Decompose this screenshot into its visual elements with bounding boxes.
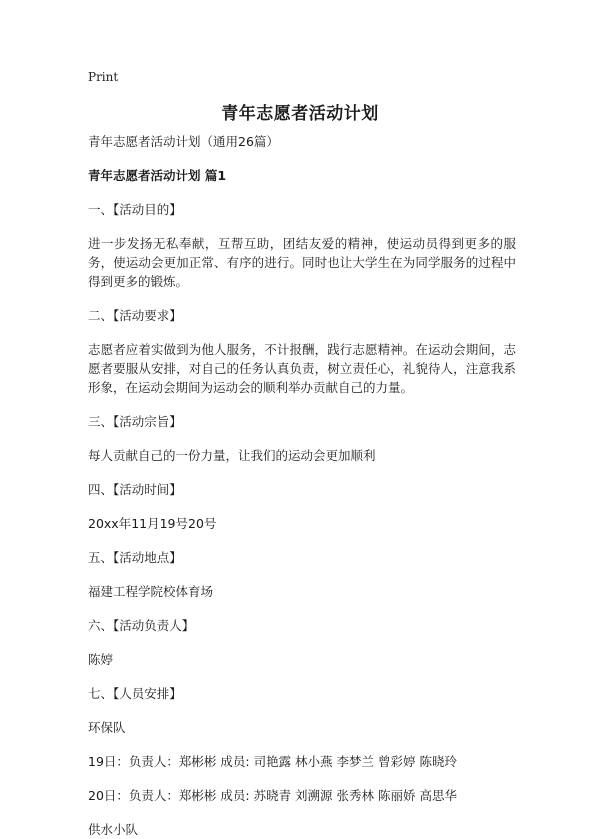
schedule-line-20: 20日：负责人：郑彬彬 成员: 苏晓青 刘溯源 张秀林 陈丽娇 高思华 — [88, 788, 457, 803]
item-body-leader: 陈婷 — [88, 652, 114, 667]
section-heading: 青年志愿者活动计划 篇1 — [88, 168, 227, 183]
item-heading-purpose: 一、【活动目的】 — [88, 202, 182, 217]
document-title: 青年志愿者活动计划 — [221, 104, 379, 124]
schedule-line-19: 19日：负责人：郑彬彬 成员: 司艳露 林小燕 李梦兰 曾彩婷 陈晓玲 — [88, 754, 457, 769]
item-heading-leader: 六、【活动负责人】 — [88, 618, 195, 633]
item-heading-staffing: 七、【人员安排】 — [88, 686, 182, 701]
print-label: Print — [88, 70, 119, 84]
item-heading-time: 四、【活动时间】 — [88, 482, 182, 497]
item-body-aim: 每人贡献自己的一份力量，让我们的运动会更加顺利 — [88, 448, 376, 463]
item-body-location: 福建工程学院校体育场 — [88, 584, 214, 599]
document-body — [88, 132, 516, 839]
document-subtitle: 青年志愿者活动计划（通用26篇） — [88, 134, 279, 149]
item-body-purpose: 进一步发扬无私奉献，互帮互助，团结友爱的精神，使运动员得到更多的服务，使运动会更加正常、有序的进行。同时也让大学生在为同学服务的过程中得到更多的锻炼。 — [88, 236, 516, 289]
item-heading-requirements: 二、【活动要求】 — [88, 308, 182, 323]
item-heading-location: 五、【活动地点】 — [88, 550, 182, 565]
item-heading-aim: 三、【活动宗旨】 — [88, 414, 182, 429]
item-body-requirements: 志愿者应着实做到为他人服务，不计报酬，践行志愿精神。在运动会期间，志愿者要服从安排，对自己的任务认真负责，树立责任心，礼貌待人，注意我系形象，在运动会期间为运动会的顺利举办贡献自己的力量。 — [88, 342, 516, 395]
item-body-staffing: 环保队 — [88, 720, 126, 735]
item-body-time: 20xx年11月19号20号 — [88, 516, 217, 531]
tail-line: 供水小队 — [88, 822, 139, 837]
